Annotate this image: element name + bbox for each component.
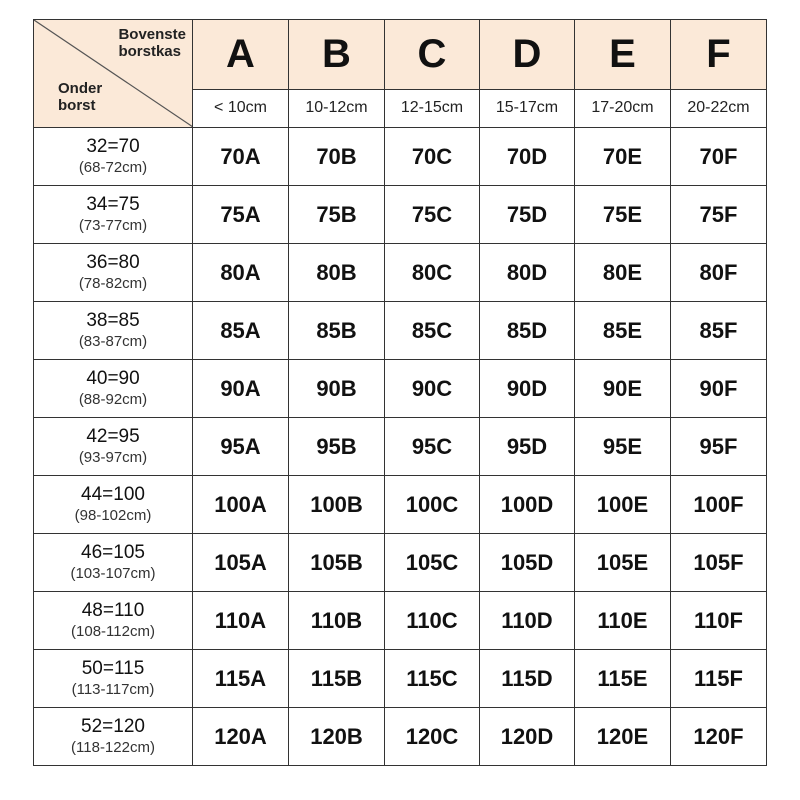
band-range: (103-107cm) [70, 565, 156, 582]
band-size: 32=70 [86, 136, 140, 157]
size-cell: 115E [575, 650, 671, 708]
size-cell: 100E [575, 476, 671, 534]
band-size: 42=95 [86, 426, 140, 447]
size-cell: 75C [385, 186, 480, 244]
band-size-cell [34, 302, 193, 360]
size-cell: 120F [671, 708, 767, 766]
upper-bust-label: Bovenste borstkas [118, 26, 186, 60]
size-cell: 100F [671, 476, 767, 534]
band-size: 48=110 [81, 600, 145, 621]
table-row [34, 476, 767, 534]
size-cell: 85D [480, 302, 575, 360]
size-cell: 100A [193, 476, 289, 534]
size-cell: 80B [289, 244, 385, 302]
size-cell: 110C [385, 592, 480, 650]
size-cell: 80A [193, 244, 289, 302]
size-cell: 85F [671, 302, 767, 360]
size-cell: 105C [385, 534, 480, 592]
size-cell: 100D [480, 476, 575, 534]
size-cell: 90F [671, 360, 767, 418]
size-cell: 70A [193, 128, 289, 186]
size-cell: 80C [385, 244, 480, 302]
size-cell: 115D [480, 650, 575, 708]
size-cell: 110A [193, 592, 289, 650]
size-cell: 75B [289, 186, 385, 244]
band-size: 34=75 [86, 194, 140, 215]
size-cell: 95B [289, 418, 385, 476]
size-cell: 115A [193, 650, 289, 708]
size-cell: 110E [575, 592, 671, 650]
table-row [34, 186, 767, 244]
band-size-cell [34, 244, 193, 302]
size-cell: 105B [289, 534, 385, 592]
table-row [34, 592, 767, 650]
size-cell: 90A [193, 360, 289, 418]
band-size: 52=120 [81, 716, 145, 737]
size-cell: 80D [480, 244, 575, 302]
size-cell: 110B [289, 592, 385, 650]
size-cell: 105A [193, 534, 289, 592]
band-size-cell [34, 592, 193, 650]
size-cell: 105F [671, 534, 767, 592]
size-cell: 70C [385, 128, 480, 186]
band-range: (83-87cm) [78, 333, 148, 350]
size-cell: 110F [671, 592, 767, 650]
size-cell: 70B [289, 128, 385, 186]
band-size-cell [34, 650, 193, 708]
size-cell: 75F [671, 186, 767, 244]
cup-range-b: 10-12cm [289, 89, 385, 127]
band-size: 38=85 [86, 310, 140, 331]
size-cell: 80F [671, 244, 767, 302]
cup-range-d: 15-17cm [480, 89, 575, 127]
band-size-cell [34, 360, 193, 418]
table-row [34, 534, 767, 592]
band-size-cell [34, 418, 193, 476]
size-cell: 105E [575, 534, 671, 592]
bra-size-table [33, 19, 767, 766]
table-row [34, 650, 767, 708]
band-range: (113-117cm) [71, 681, 155, 698]
size-cell: 80E [575, 244, 671, 302]
size-cell: 75A [193, 186, 289, 244]
band-range: (73-77cm) [78, 217, 148, 234]
band-size: 36=80 [86, 252, 140, 273]
size-cell: 95F [671, 418, 767, 476]
table-row [34, 302, 767, 360]
cup-range-f: 20-22cm [671, 89, 767, 127]
size-cell: 95C [385, 418, 480, 476]
under-bust-label: Onder borst [58, 80, 103, 114]
band-size-cell [34, 534, 193, 592]
size-cell: 85C [385, 302, 480, 360]
band-size: 44=100 [81, 484, 145, 505]
cup-range-e: 17-20cm [575, 89, 671, 127]
band-size: 50=115 [81, 658, 145, 679]
cup-letter-f: F [671, 20, 767, 90]
size-cell: 120A [193, 708, 289, 766]
cup-range-a: < 10cm [193, 89, 289, 127]
size-cell: 95D [480, 418, 575, 476]
size-cell: 90D [480, 360, 575, 418]
band-range: (78-82cm) [78, 275, 148, 292]
size-cell: 95A [193, 418, 289, 476]
band-size: 40=90 [86, 368, 140, 389]
cup-letter-b: B [289, 20, 385, 90]
size-cell: 85A [193, 302, 289, 360]
size-cell: 120C [385, 708, 480, 766]
band-range: (118-122cm) [71, 739, 155, 756]
band-size-cell [34, 128, 193, 186]
size-cell: 120B [289, 708, 385, 766]
band-size-cell [34, 476, 193, 534]
band-size: 46=105 [81, 542, 145, 563]
cup-letter-c: C [385, 20, 480, 90]
size-cell: 70F [671, 128, 767, 186]
band-size-cell [34, 186, 193, 244]
size-cell: 120D [480, 708, 575, 766]
table-row [34, 708, 767, 766]
cup-letter-e: E [575, 20, 671, 90]
size-cell: 120E [575, 708, 671, 766]
band-range: (88-92cm) [78, 391, 148, 408]
band-size-cell [34, 708, 193, 766]
size-cell: 70E [575, 128, 671, 186]
size-cell: 75D [480, 186, 575, 244]
size-cell: 75E [575, 186, 671, 244]
size-cell: 90C [385, 360, 480, 418]
size-cell: 95E [575, 418, 671, 476]
band-range: (98-102cm) [74, 507, 152, 524]
band-range: (108-112cm) [71, 623, 155, 640]
size-cell: 90E [575, 360, 671, 418]
table-row [34, 360, 767, 418]
size-cell: 70D [480, 128, 575, 186]
size-cell: 90B [289, 360, 385, 418]
table-row [34, 244, 767, 302]
size-cell: 115C [385, 650, 480, 708]
band-range: (93-97cm) [78, 449, 148, 466]
size-cell: 85E [575, 302, 671, 360]
cup-letter-a: A [193, 20, 289, 90]
size-cell: 115F [671, 650, 767, 708]
band-range: (68-72cm) [78, 159, 148, 176]
size-cell: 115B [289, 650, 385, 708]
table-row [34, 418, 767, 476]
cup-range-c: 12-15cm [385, 89, 480, 127]
cup-letter-d: D [480, 20, 575, 90]
size-cell: 100B [289, 476, 385, 534]
corner-header [34, 20, 193, 128]
table-row [34, 128, 767, 186]
size-cell: 100C [385, 476, 480, 534]
size-cell: 110D [480, 592, 575, 650]
size-cell: 85B [289, 302, 385, 360]
size-cell: 105D [480, 534, 575, 592]
